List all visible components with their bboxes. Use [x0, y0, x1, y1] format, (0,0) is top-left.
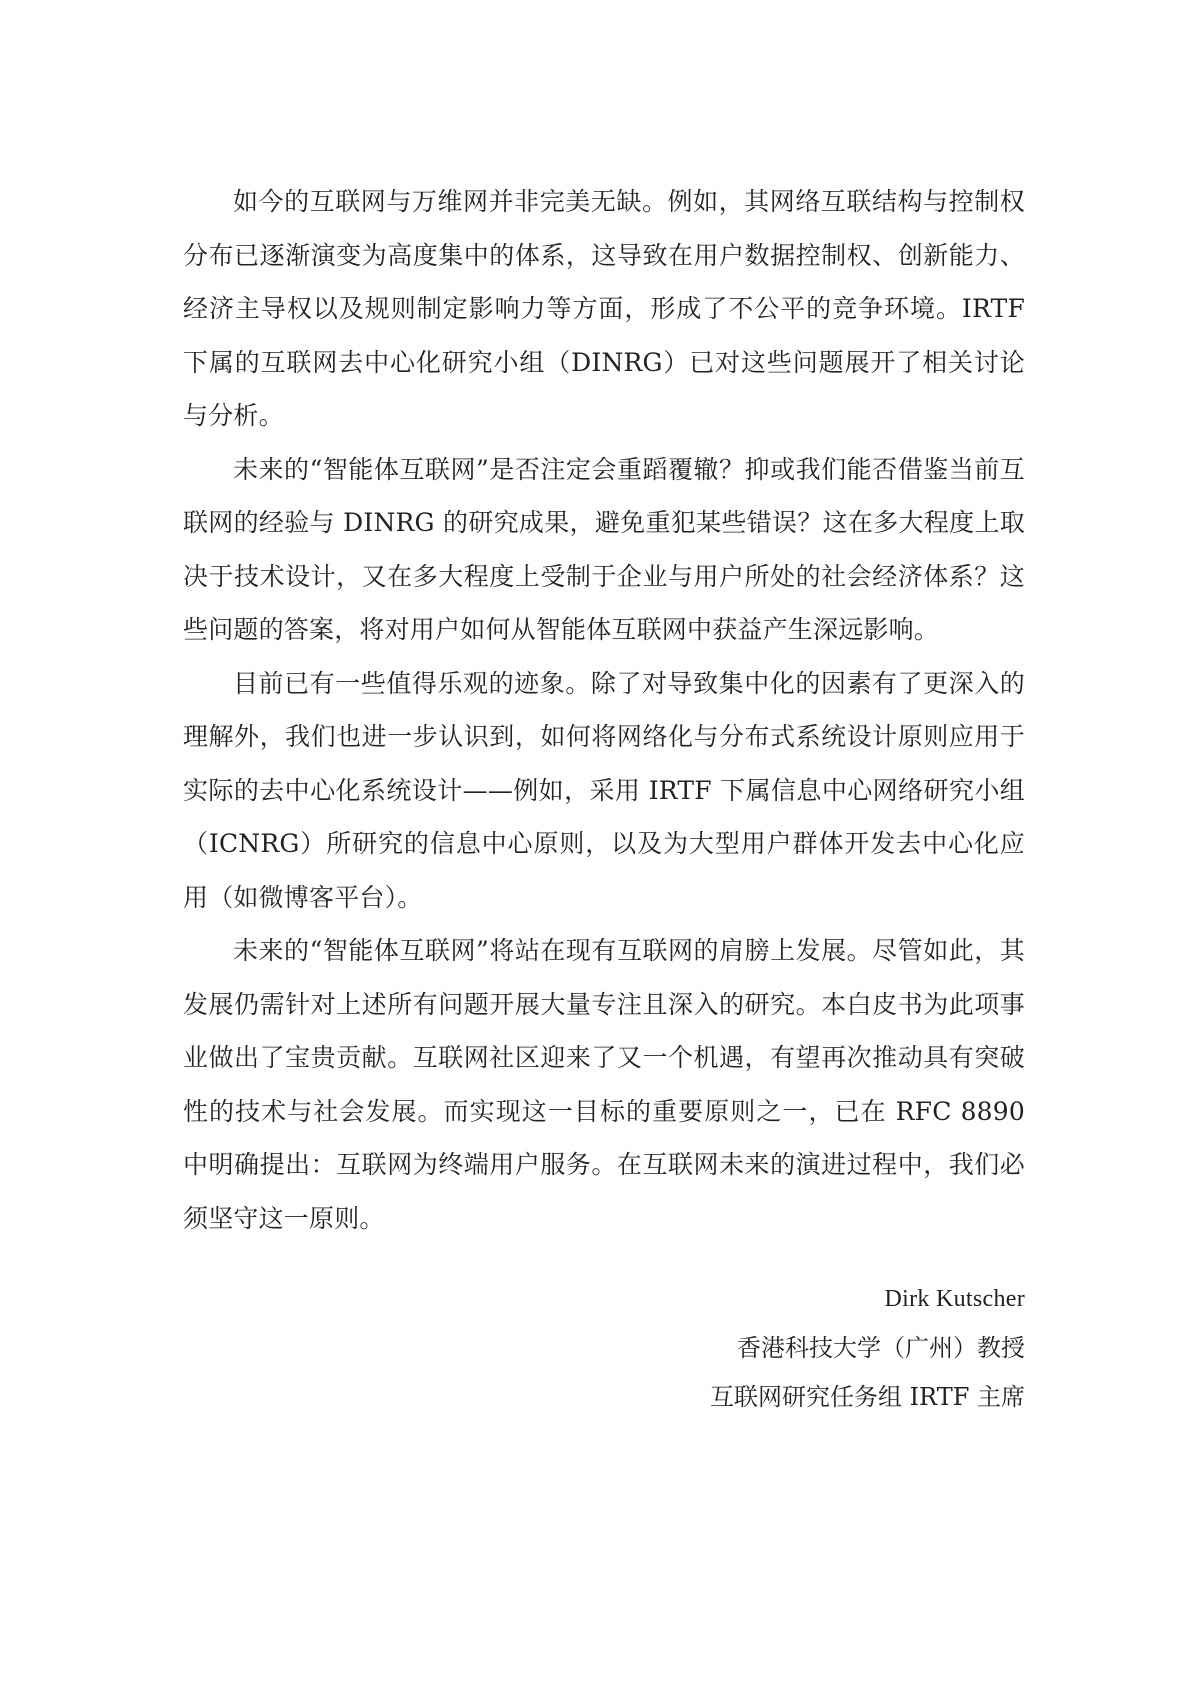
signature-name: Dirk Kutscher: [884, 1286, 1025, 1312]
paragraph-4: 未来的“智能体互联网”将站在现有互联网的肩膀上发展。尽管如此，其发展仍需针对上述所有问题开展大量专注且深入的研究。本白皮书为此项事业做出了宝贵贡献。互联网社区迎来了又一个机遇，有望再次推动具有突破性的技术与社会发展。而实现这一目标的重要原则之一，已在 RFC 8890 中明确提出：互联网为终端用户服务。在互联网未来的演进过程中，我们必须坚守这一原则。: [183, 936, 1025, 1233]
paragraph-3: 目前已有一些值得乐观的迹象。除了对导致集中化的因素有了更深入的理解外，我们也进一步认识到，如何将网络化与分布式系统设计原则应用于实际的去中心化系统设计——例如，采用 IRTF 下属信息中心网络研究小组（ICNRG）所研究的信息中心原则，以及为大型用户群体开发去中心化应用（如微博客平台）。: [183, 668, 1025, 912]
signature-block: [710, 1275, 1025, 1422]
signature-role: 互联网研究任务组 IRTF 主席: [709, 1383, 1025, 1411]
paragraph-1: 如今的互联网与万维网并非完美无缺。例如，其网络互联结构与控制权分布已逐渐演变为高度集中的体系，这导致在用户数据控制权、创新能力、经济主导权以及规则制定影响力等方面，形成了不公平的竞争环境。IRTF 下属的互联网去中心化研究小组（DINRG）已对这些问题展开了相关讨论与分析。: [183, 187, 1025, 430]
signature-affiliation: 香港科技大学（广州）教授: [737, 1334, 1025, 1362]
document-body: [183, 175, 1025, 1245]
paragraph-2: 未来的“智能体互联网”是否注定会重蹈覆辙？抑或我们能否借鉴当前互联网的经验与 DINRG 的研究成果，避免重犯某些错误？这在多大程度上取决于技术设计，又在多大程度上受制于企业与用户所处的社会经济体系？这些问题的答案，将对用户如何从智能体互联网中获益产生深远影响。: [183, 454, 1025, 644]
